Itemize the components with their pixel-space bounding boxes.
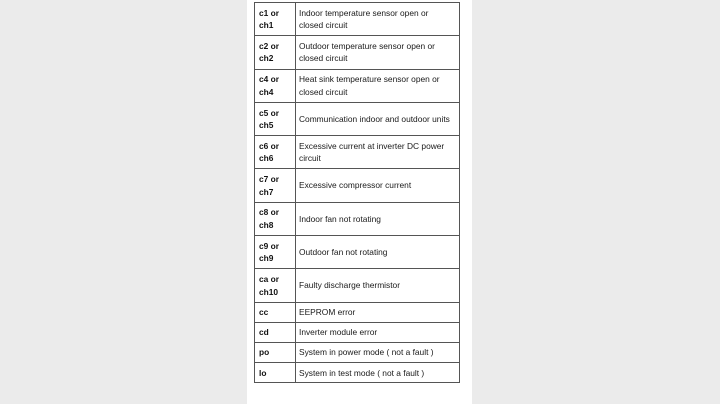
error-code-cell: c7 or ch7 [255, 169, 296, 202]
error-code-cell: c2 or ch2 [255, 36, 296, 69]
table-row [255, 202, 460, 235]
error-description-cell: Outdoor temperature sensor open or closed circuit [296, 36, 460, 69]
table-row [255, 363, 460, 383]
error-code-cell: cc [255, 302, 296, 322]
error-code-cell: c1 or ch1 [255, 3, 296, 36]
table-row [255, 236, 460, 269]
error-description-cell: Indoor fan not rotating [296, 202, 460, 235]
table-row [255, 3, 460, 36]
table-row [255, 136, 460, 169]
error-code-cell: lo [255, 363, 296, 383]
table-row [255, 322, 460, 342]
error-code-cell: c8 or ch8 [255, 202, 296, 235]
error-code-cell: ca or ch10 [255, 269, 296, 302]
error-code-table-body [255, 3, 460, 383]
table-row [255, 302, 460, 322]
error-description-cell: Faulty discharge thermistor [296, 269, 460, 302]
error-description-cell: Outdoor fan not rotating [296, 236, 460, 269]
table-row [255, 36, 460, 69]
error-code-cell: po [255, 343, 296, 363]
error-code-cell: c9 or ch9 [255, 236, 296, 269]
error-description-cell: System in power mode ( not a fault ) [296, 343, 460, 363]
error-description-cell: Communication indoor and outdoor units [296, 102, 460, 135]
table-row [255, 343, 460, 363]
error-description-cell: Excessive current at inverter DC power circuit [296, 136, 460, 169]
error-description-cell: EEPROM error [296, 302, 460, 322]
table-row [255, 69, 460, 102]
error-description-cell: Heat sink temperature sensor open or closed circuit [296, 69, 460, 102]
table-row [255, 169, 460, 202]
error-code-cell: c6 or ch6 [255, 136, 296, 169]
error-code-cell: c4 or ch4 [255, 69, 296, 102]
error-description-cell: Indoor temperature sensor open or closed circuit [296, 3, 460, 36]
error-code-table [254, 2, 460, 383]
error-code-cell: cd [255, 322, 296, 342]
error-description-cell: Inverter module error [296, 322, 460, 342]
error-description-cell: System in test mode ( not a fault ) [296, 363, 460, 383]
error-description-cell: Excessive compressor current [296, 169, 460, 202]
document-page [247, 0, 472, 404]
table-row [255, 102, 460, 135]
table-row [255, 269, 460, 302]
error-code-cell: c5 or ch5 [255, 102, 296, 135]
